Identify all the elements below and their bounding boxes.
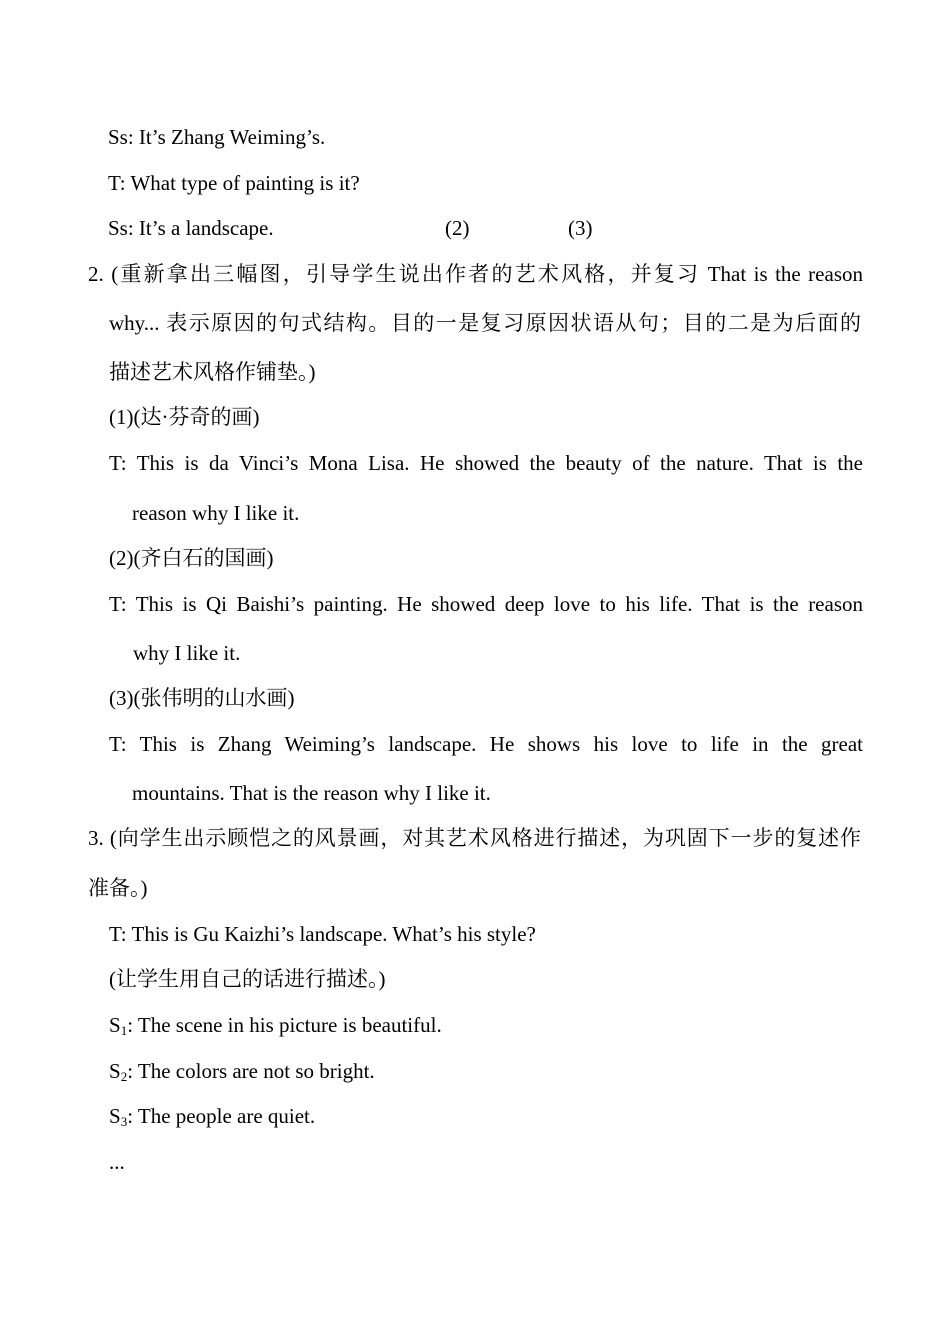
student-answer-text: : The people are quiet. <box>127 1104 316 1128</box>
student-answer-3 <box>109 1103 315 1129</box>
item-3-heading: (3)(张伟明的山水画) <box>109 686 295 710</box>
student-answer-1 <box>109 1012 442 1038</box>
step-2-instruction-line: 2. (重新拿出三幅图，引导学生说出作者的艺术风格，并复习 That is the reason <box>88 262 863 286</box>
item-1-heading: (1)(达·芬奇的画) <box>109 405 260 429</box>
step-3-dialogue-line: T: This is Gu Kaizhi’s landscape. What’s his style? <box>109 922 536 946</box>
dialogue-line: T: What type of painting is it? <box>108 171 360 195</box>
student-answer-text: : The scene in his picture is beautiful. <box>127 1013 442 1037</box>
ellipsis: ... <box>109 1150 125 1174</box>
item-2-heading: (2)(齐白石的国画) <box>109 546 274 570</box>
student-number: 1 <box>120 1023 128 1038</box>
student-number: 3 <box>120 1114 128 1129</box>
step-3-instruction-line: 准备。) <box>88 876 148 900</box>
student-label: S <box>109 1013 121 1037</box>
step-2-instruction-line: why... 表示原因的句式结构。目的一是复习原因状语从句；目的二是为后面的 <box>109 311 861 335</box>
item-1-dialogue-line: reason why I like it. <box>132 501 300 525</box>
item-3-dialogue-line: T: This is Zhang Weiming’s landscape. He shows his love to life in the great <box>109 732 863 756</box>
student-answer-text: : The colors are not so bright. <box>127 1059 375 1083</box>
student-answer-2 <box>109 1058 375 1084</box>
item-1-dialogue-line: T: This is da Vinci’s Mona Lisa. He showed the beauty of the nature. That is the <box>109 451 863 475</box>
dialogue-line: Ss: It’s Zhang Weiming’s. <box>108 125 326 149</box>
picture-marker-3: (3) <box>568 216 593 240</box>
student-number: 2 <box>120 1069 128 1084</box>
step-3-note: (让学生用自己的话进行描述。) <box>109 967 386 991</box>
dialogue-line: Ss: It’s a landscape. <box>108 216 274 240</box>
student-label: S <box>109 1104 121 1128</box>
student-label: S <box>109 1059 121 1083</box>
item-2-dialogue-line: why I like it. <box>133 641 241 665</box>
item-2-dialogue-line: T: This is Qi Baishi’s painting. He showed deep love to his life. That is the reason <box>109 592 863 616</box>
step-3-instruction-line: 3. (向学生出示顾恺之的风景画，对其艺术风格进行描述，为巩固下一步的复述作 <box>88 826 861 850</box>
picture-marker-2: (2) <box>445 216 470 240</box>
item-3-dialogue-line: mountains. That is the reason why I like it. <box>132 781 491 805</box>
step-2-instruction-line: 描述艺术风格作铺垫。) <box>109 360 316 384</box>
